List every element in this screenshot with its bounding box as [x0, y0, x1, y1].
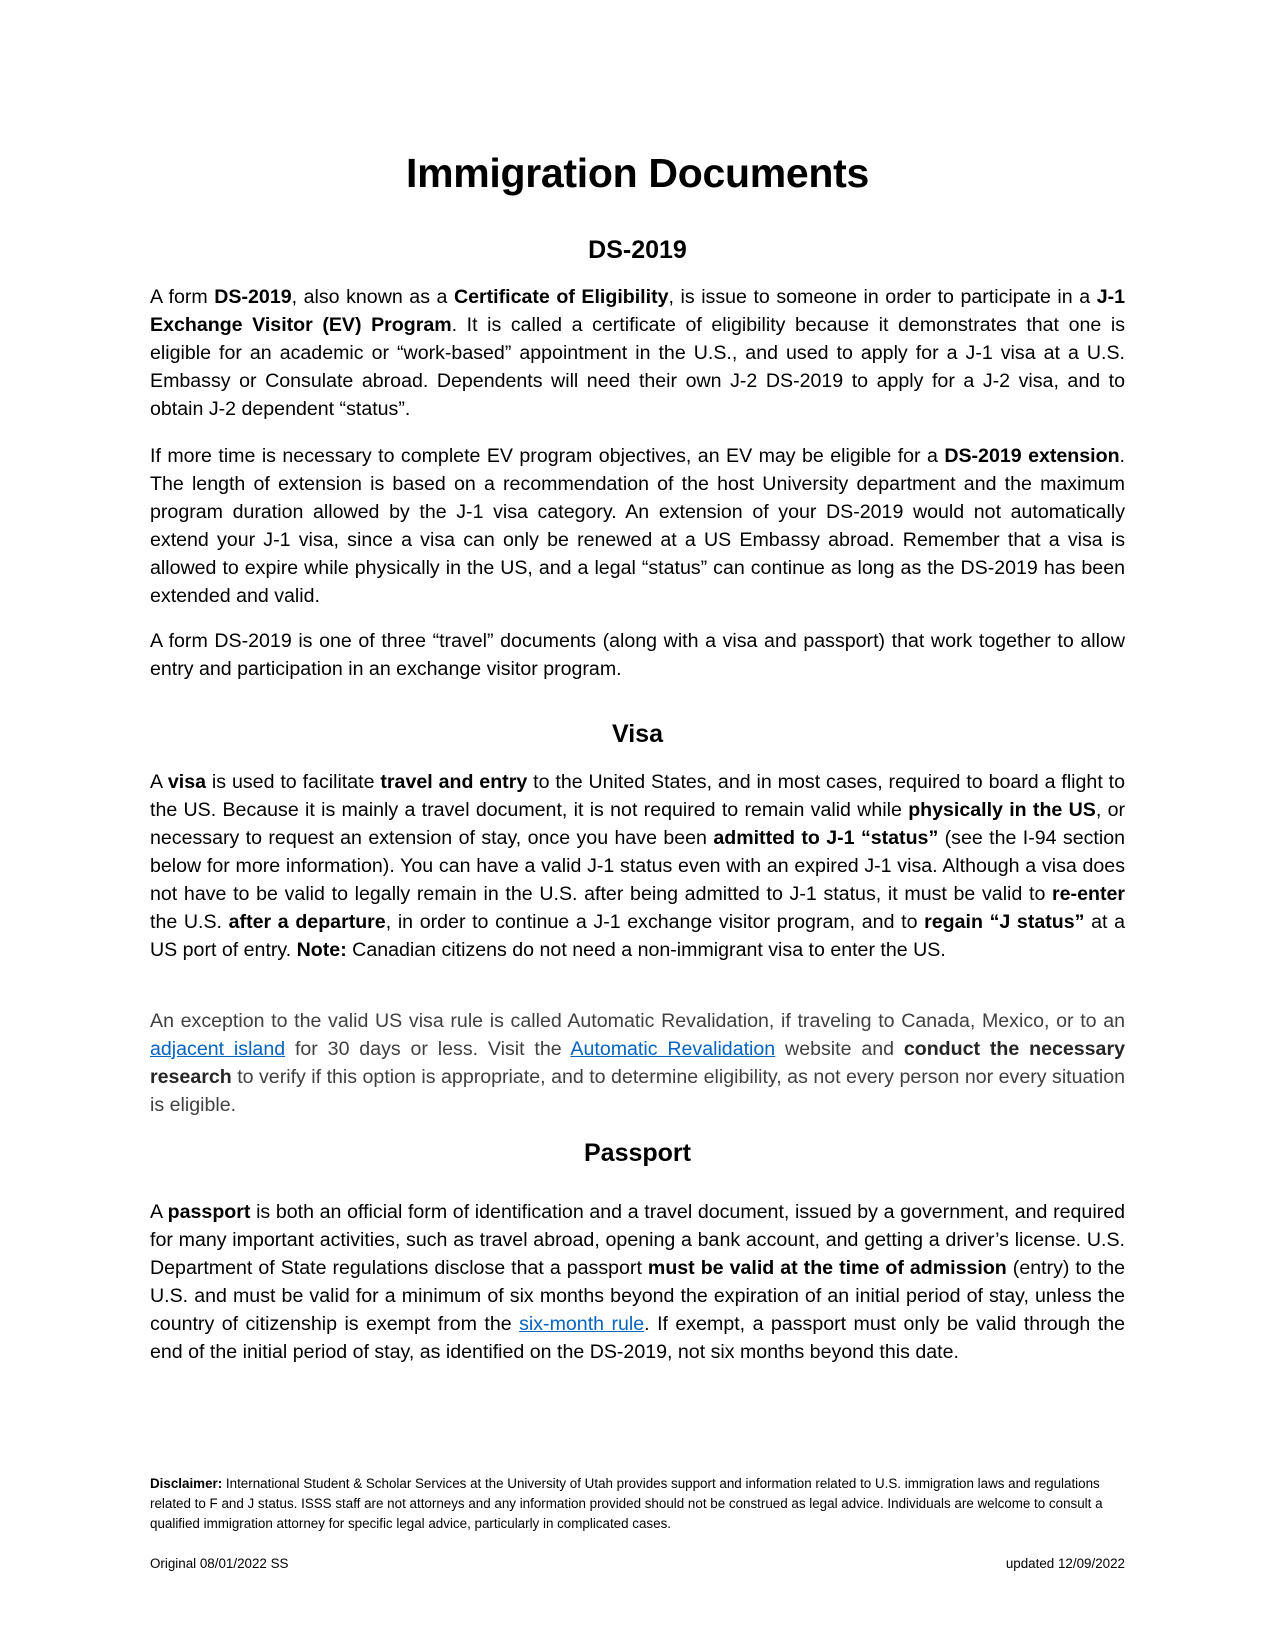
ds2019-paragraph-2: If more time is necessary to complete EV program objectives, an EV may be eligible for a DS-2019 extension. The length of extension is based on a recommendation of the host University department and the maximum program duration allowed by the J-1 visa category. An extension of your DS-2019 would not automatically extend your J-1 visa, since a visa can only be renewed at a US Embassy abroad. Remember that a visa is allowed to expire while physically in the US, and a legal “status” can continue as long as the DS-2019 has been extended and valid. [150, 445, 1125, 607]
disclaimer [150, 1474, 1125, 1534]
ds2019-paragraph-3: A form DS-2019 is one of three “travel” documents (along with a visa and passport) that work together to allow entry and participation in an exchange visitor program. [150, 630, 1125, 680]
disclaimer-label: Disclaimer: [150, 1476, 223, 1491]
automatic-revalidation-link[interactable]: Automatic Revalidation [570, 1038, 776, 1060]
footer-original-date: Original 08/01/2022 SS [150, 1556, 289, 1571]
section-heading-ds2019: DS-2019 [588, 236, 687, 264]
ds2019-paragraph-1: A form DS-2019, also known as a Certificate of Eligibility, is issue to someone in order to participate in a J-1 Exchange Visitor (EV) Program. It is called a certificate of eligibility because it demonstrates that one is eligible for an academic or “work-based” appointment in the U.S., and used to apply for a J-1 visa at a U.S. Embassy or Consulate abroad. Dependents will need their own J-2 DS-2019 to apply for a J-2 visa, and to obtain J-2 dependent “status”. [150, 286, 1126, 420]
passport-paragraph-1: A passport is both an official form of identification and a travel document, issued by a government, and required for many important activities, such as travel abroad, opening a bank account, and getting a driver’s license. U.S. Department of State regulations disclose that a passport must be valid at the time of admission (entry) to the U.S. and must be valid for a minimum of six months beyond the expiration of an initial period of stay, unless the country of citizenship is exempt from the six-month rule. If exempt, a passport must only be valid through the end of the initial period of stay, as identified on the DS-2019, not six months beyond this date. [150, 1201, 1126, 1363]
section-heading-visa: Visa [612, 720, 663, 748]
visa-paragraph-1: A visa is used to facilitate travel and entry to the United States, and in most cases, required to board a flight to the US. Because it is mainly a travel document, it is not required to remain valid while physically in the US, or necessary to request an extension of stay, once you have been admitted to J-1 “status” (see the I-94 section below for more information). You can have a valid J-1 status even with an expired J-1 visa. Although a visa does not have to be valid to legally remain in the U.S. after being admitted to J-1 status, it must be valid to re-enter the U.S. after a departure, in order to continue a J-1 exchange visitor program, and to regain “J status” at a US port of entry. Note: Canadian citizens do not need a non-immigrant visa to enter the US. [150, 771, 1126, 961]
six-month-rule-link[interactable]: six-month rule [519, 1313, 645, 1335]
disclaimer-text: International Student & Scholar Services at the University of Utah provides support and information related to U.S. immigration laws and regulations related to F and J status. ISSS staff are not attorneys and any information provided should not be construed as legal advice. Individuals are welcome to consult a qualified immigration attorney for specific legal advice, particularly in complicated cases. [150, 1476, 1103, 1531]
footer-updated-date: updated 12/09/2022 [1005, 1556, 1125, 1571]
adjacent-island-link[interactable]: adjacent island [150, 1038, 286, 1060]
visa-paragraph-2: An exception to the valid US visa rule is called Automatic Revalidation, if traveling to Canada, Mexico, or to an adjacent island for 30 days or less. Visit the Automatic Revalidation website and conduct the necessary research to verify if this option is appropriate, and to determine eligibility, as not every person nor every situation is eligible. [150, 1010, 1125, 1116]
page-title: Immigration Documents [406, 150, 869, 196]
section-heading-passport: Passport [584, 1139, 691, 1167]
